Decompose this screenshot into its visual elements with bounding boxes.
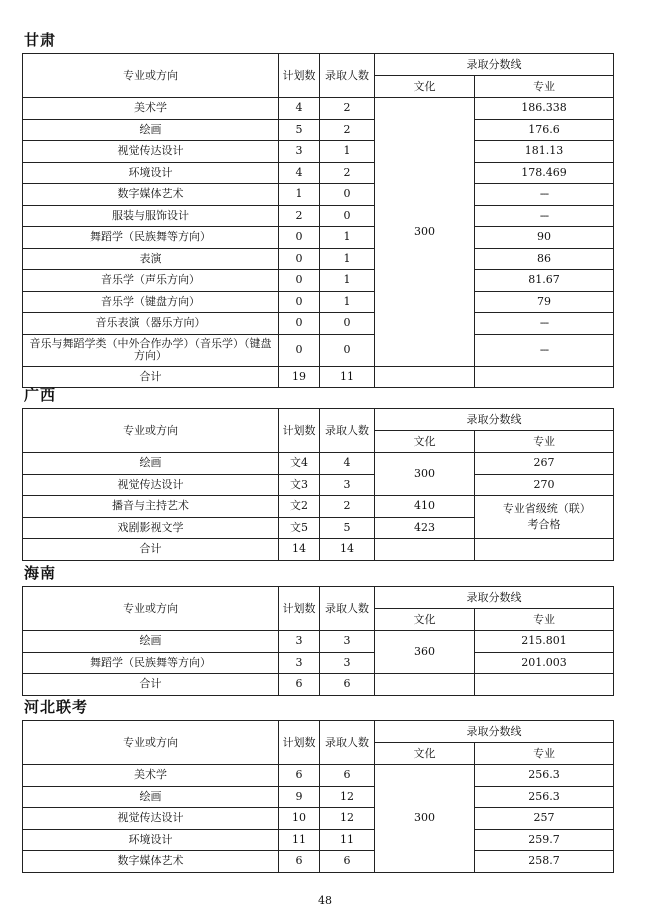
cell-plan: 0 bbox=[279, 334, 320, 366]
header-professional: 专业 bbox=[475, 609, 614, 631]
table-row bbox=[23, 453, 614, 475]
cell-empty bbox=[375, 539, 475, 561]
cell-plan: 0 bbox=[279, 291, 320, 313]
cell-admitted: 0 bbox=[320, 313, 375, 335]
cell-culture-score: 300 bbox=[375, 98, 475, 367]
cell-admitted: 6 bbox=[320, 765, 375, 787]
header-cutoff: 录取分数线 bbox=[375, 721, 614, 743]
cell-admitted: 4 bbox=[320, 453, 375, 475]
cell-major: 视觉传达设计 bbox=[23, 808, 279, 830]
cell-plan: 0 bbox=[279, 248, 320, 270]
cell-major: 音乐学（键盘方向） bbox=[23, 291, 279, 313]
cell-major: 服装与服饰设计 bbox=[23, 205, 279, 227]
header-culture: 文化 bbox=[375, 609, 475, 631]
section-hainan bbox=[22, 563, 613, 696]
cell-major: 舞蹈学（民族舞等方向） bbox=[23, 227, 279, 249]
cell-prof-score: 186.338 bbox=[475, 98, 614, 120]
cell-prof-score: 90 bbox=[475, 227, 614, 249]
cell-major: 视觉传达设计 bbox=[23, 141, 279, 163]
cell-major: 表演 bbox=[23, 248, 279, 270]
page-number: 48 bbox=[318, 894, 332, 907]
cell-prof-score: 81.67 bbox=[475, 270, 614, 292]
region-title: 广西 bbox=[24, 386, 57, 404]
cell-total-plan: 6 bbox=[279, 674, 320, 696]
cell-prof-score: 176.6 bbox=[475, 119, 614, 141]
cell-prof-score: 86 bbox=[475, 248, 614, 270]
header-major: 专业或方向 bbox=[23, 54, 279, 98]
header-culture: 文化 bbox=[375, 743, 475, 765]
cell-admitted: 5 bbox=[320, 517, 375, 539]
header-professional: 专业 bbox=[475, 431, 614, 453]
cell-major: 绘画 bbox=[23, 631, 279, 653]
table-row bbox=[23, 205, 614, 227]
header-admitted: 录取人数 bbox=[320, 721, 375, 765]
header-cutoff: 录取分数线 bbox=[375, 587, 614, 609]
table-row bbox=[23, 184, 614, 206]
table-row bbox=[23, 496, 614, 518]
admission-table bbox=[22, 408, 614, 561]
cell-admitted: 3 bbox=[320, 652, 375, 674]
cell-total-admitted: 6 bbox=[320, 674, 375, 696]
cell-prof-score: --- bbox=[475, 184, 614, 206]
cell-admitted: 11 bbox=[320, 829, 375, 851]
cell-empty bbox=[475, 674, 614, 696]
admission-table bbox=[22, 720, 614, 873]
cell-prof-score: --- bbox=[475, 205, 614, 227]
header-professional: 专业 bbox=[475, 743, 614, 765]
header-admitted: 录取人数 bbox=[320, 54, 375, 98]
cell-plan: 4 bbox=[279, 98, 320, 120]
cell-admitted: 12 bbox=[320, 786, 375, 808]
cell-admitted: 2 bbox=[320, 496, 375, 518]
cell-total-label: 合计 bbox=[23, 366, 279, 388]
cell-total-admitted: 11 bbox=[320, 366, 375, 388]
table-row bbox=[23, 765, 614, 787]
cell-prof-score: 259.7 bbox=[475, 829, 614, 851]
cell-plan: 3 bbox=[279, 141, 320, 163]
cell-total-label: 合计 bbox=[23, 674, 279, 696]
prof-note: 专业省级统（联）考合格 bbox=[502, 502, 586, 531]
cell-major: 数字媒体艺术 bbox=[23, 184, 279, 206]
cell-prof-score: 215.801 bbox=[475, 631, 614, 653]
header-cutoff: 录取分数线 bbox=[375, 409, 614, 431]
table-row bbox=[23, 631, 614, 653]
section-gansu bbox=[22, 30, 613, 388]
cell-major: 数字媒体艺术 bbox=[23, 851, 279, 873]
cell-plan: 0 bbox=[279, 227, 320, 249]
table-row bbox=[23, 291, 614, 313]
cell-prof-score: --- bbox=[475, 313, 614, 335]
cell-major: 音乐学（声乐方向） bbox=[23, 270, 279, 292]
cell-plan: 5 bbox=[279, 119, 320, 141]
header-plan: 计划数 bbox=[279, 721, 320, 765]
table-row bbox=[23, 227, 614, 249]
cell-prof-score: 270 bbox=[475, 474, 614, 496]
total-row bbox=[23, 674, 614, 696]
table-row bbox=[23, 141, 614, 163]
cell-admitted: 6 bbox=[320, 851, 375, 873]
cell-plan: 1 bbox=[279, 184, 320, 206]
cell-empty bbox=[375, 674, 475, 696]
cell-total-plan: 14 bbox=[279, 539, 320, 561]
cell-admitted: 1 bbox=[320, 248, 375, 270]
cell-plan: 0 bbox=[279, 270, 320, 292]
cell-admitted: 1 bbox=[320, 270, 375, 292]
cell-major: 绘画 bbox=[23, 453, 279, 475]
cell-plan: 文2 bbox=[279, 496, 320, 518]
cell-admitted: 12 bbox=[320, 808, 375, 830]
cell-plan: 4 bbox=[279, 162, 320, 184]
section-guangxi bbox=[22, 385, 613, 561]
cell-prof-score: 256.3 bbox=[475, 765, 614, 787]
cell-prof-score: 267 bbox=[475, 453, 614, 475]
table-row bbox=[23, 474, 614, 496]
cell-plan: 9 bbox=[279, 786, 320, 808]
cell-major: 视觉传达设计 bbox=[23, 474, 279, 496]
header-plan: 计划数 bbox=[279, 409, 320, 453]
cell-major: 舞蹈学（民族舞等方向） bbox=[23, 652, 279, 674]
cell-major: 音乐与舞蹈学类（中外合作办学）（音乐学）（键盘方向） bbox=[23, 334, 279, 366]
header-admitted: 录取人数 bbox=[320, 587, 375, 631]
cell-total-plan: 19 bbox=[279, 366, 320, 388]
table-row bbox=[23, 786, 614, 808]
cell-major: 播音与主持艺术 bbox=[23, 496, 279, 518]
cell-plan: 文5 bbox=[279, 517, 320, 539]
total-row bbox=[23, 539, 614, 561]
cell-admitted: 0 bbox=[320, 205, 375, 227]
cell-plan: 3 bbox=[279, 652, 320, 674]
header-cutoff: 录取分数线 bbox=[375, 54, 614, 76]
table-row bbox=[23, 829, 614, 851]
table-row bbox=[23, 851, 614, 873]
cell-plan: 文3 bbox=[279, 474, 320, 496]
cell-admitted: 2 bbox=[320, 119, 375, 141]
cell-prof-score: 79 bbox=[475, 291, 614, 313]
cell-admitted: 1 bbox=[320, 227, 375, 249]
cell-plan: 文4 bbox=[279, 453, 320, 475]
cell-culture-score: 423 bbox=[375, 517, 475, 539]
cell-major: 绘画 bbox=[23, 119, 279, 141]
cell-plan: 11 bbox=[279, 829, 320, 851]
cell-prof-score: 201.003 bbox=[475, 652, 614, 674]
table-row bbox=[23, 313, 614, 335]
cell-admitted: 2 bbox=[320, 162, 375, 184]
region-title: 甘肃 bbox=[24, 31, 57, 49]
cell-admitted: 0 bbox=[320, 184, 375, 206]
cell-total-label: 合计 bbox=[23, 539, 279, 561]
cell-plan: 3 bbox=[279, 631, 320, 653]
header-culture: 文化 bbox=[375, 76, 475, 98]
header-plan: 计划数 bbox=[279, 587, 320, 631]
header-major: 专业或方向 bbox=[23, 409, 279, 453]
cell-prof-score: 178.469 bbox=[475, 162, 614, 184]
cell-culture-score: 410 bbox=[375, 496, 475, 518]
table-row bbox=[23, 98, 614, 120]
cell-plan: 10 bbox=[279, 808, 320, 830]
admission-table bbox=[22, 53, 614, 388]
section-hebei bbox=[22, 697, 613, 873]
cell-empty bbox=[475, 539, 614, 561]
cell-major: 绘画 bbox=[23, 786, 279, 808]
cell-total-admitted: 14 bbox=[320, 539, 375, 561]
table-row bbox=[23, 162, 614, 184]
cell-admitted: 2 bbox=[320, 98, 375, 120]
header-major: 专业或方向 bbox=[23, 721, 279, 765]
cell-prof-score: 257 bbox=[475, 808, 614, 830]
header-plan: 计划数 bbox=[279, 54, 320, 98]
cell-prof-score: 181.13 bbox=[475, 141, 614, 163]
cell-culture-score: 300 bbox=[375, 765, 475, 873]
cell-prof-score: 258.7 bbox=[475, 851, 614, 873]
cell-culture-score: 360 bbox=[375, 631, 475, 674]
cell-major: 环境设计 bbox=[23, 829, 279, 851]
header-professional: 专业 bbox=[475, 76, 614, 98]
header-admitted: 录取人数 bbox=[320, 409, 375, 453]
cell-major: 美术学 bbox=[23, 98, 279, 120]
cell-prof-score bbox=[475, 496, 614, 539]
table-row bbox=[23, 248, 614, 270]
cell-admitted: 1 bbox=[320, 291, 375, 313]
cell-admitted: 3 bbox=[320, 474, 375, 496]
table-row bbox=[23, 334, 614, 366]
region-title: 河北联考 bbox=[24, 698, 89, 716]
cell-admitted: 1 bbox=[320, 141, 375, 163]
table-row bbox=[23, 808, 614, 830]
header-culture: 文化 bbox=[375, 431, 475, 453]
table-row bbox=[23, 652, 614, 674]
cell-plan: 0 bbox=[279, 313, 320, 335]
cell-plan: 6 bbox=[279, 851, 320, 873]
table-row bbox=[23, 119, 614, 141]
cell-major: 戏剧影视文学 bbox=[23, 517, 279, 539]
cell-major: 环境设计 bbox=[23, 162, 279, 184]
cell-plan: 6 bbox=[279, 765, 320, 787]
cell-culture-score: 300 bbox=[375, 453, 475, 496]
cell-major: 美术学 bbox=[23, 765, 279, 787]
cell-plan: 2 bbox=[279, 205, 320, 227]
cell-prof-score: --- bbox=[475, 334, 614, 366]
region-title: 海南 bbox=[24, 564, 57, 582]
cell-admitted: 3 bbox=[320, 631, 375, 653]
cell-major: 音乐表演（器乐方向） bbox=[23, 313, 279, 335]
cell-prof-score: 256.3 bbox=[475, 786, 614, 808]
table-row bbox=[23, 270, 614, 292]
cell-admitted: 0 bbox=[320, 334, 375, 366]
admission-table bbox=[22, 586, 614, 696]
header-major: 专业或方向 bbox=[23, 587, 279, 631]
